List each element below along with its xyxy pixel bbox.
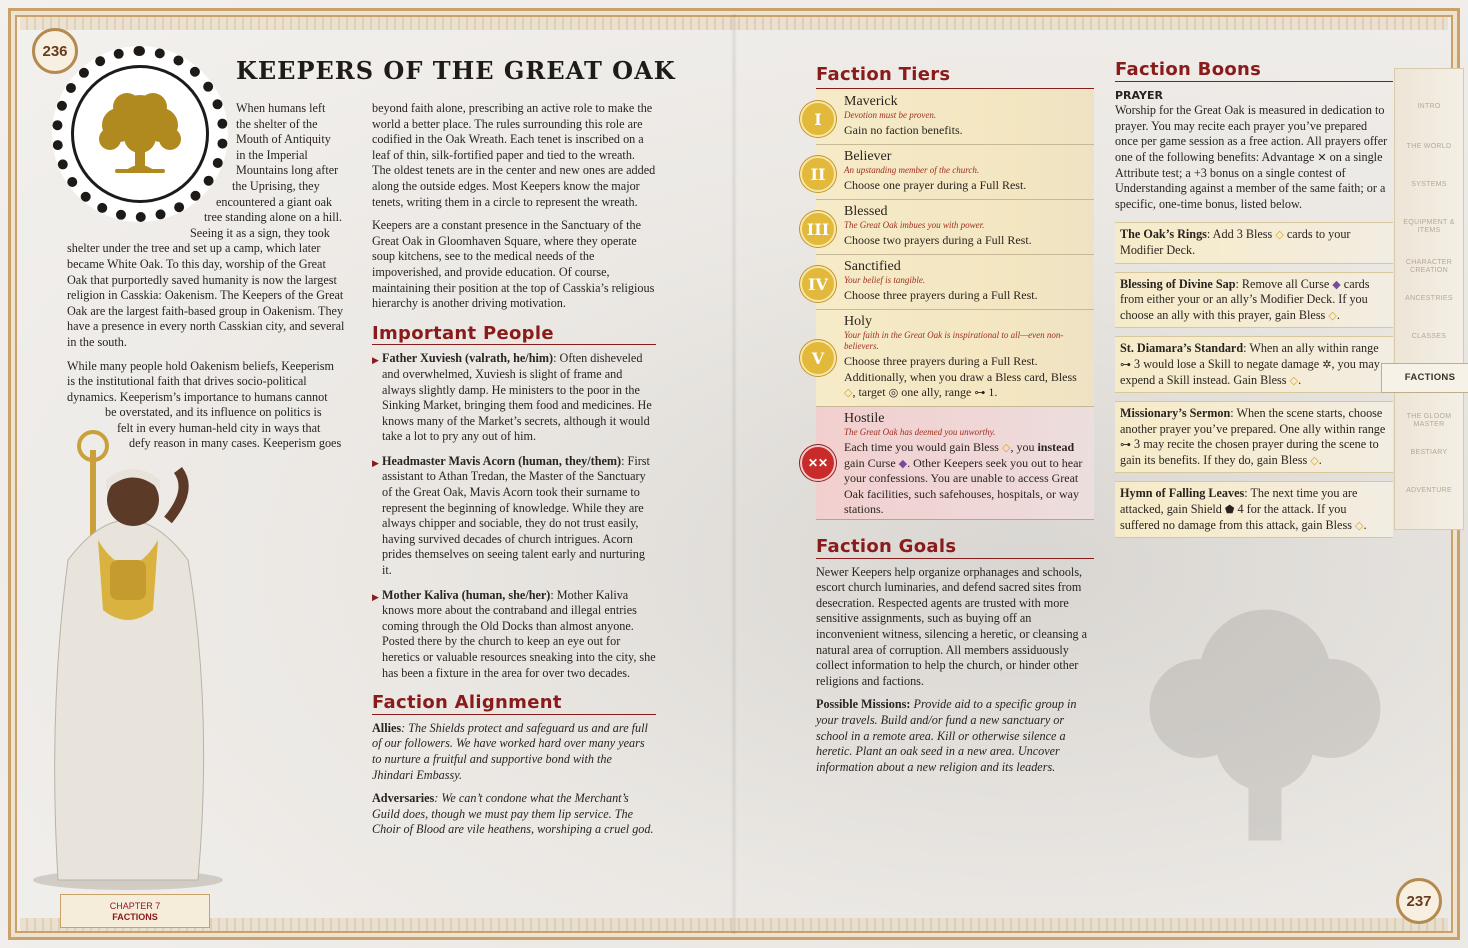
- faction-boons-section: [1115, 59, 1393, 546]
- tier-numeral-badge: IV: [800, 266, 836, 302]
- missions-paragraph: Possible Missions: Provide aid to a specific group in your travels. Build and/or fund a new sanctuary or school in a remote area. Kill or otherwise silence a heretic. Plant an oak seed in a new area. Uncover information about a new religion and its leaders.: [816, 697, 1077, 774]
- tier-numeral-badge: II: [800, 156, 836, 192]
- nav-tab-systems[interactable]: SYSTEMS: [1411, 181, 1447, 188]
- faction-tiers-table: [806, 90, 1094, 520]
- hostile-badge-icon: ✕✕: [800, 445, 836, 481]
- intro-paragraph-1: When humans left the shelter of the Mouth of Antiquity in the Imperial Mountains long after the Uprising, they encountered a giant oak tree standing alone on a hill. Seeing it as a sign, they took shelter under the tree and set up a camp, which later became White Oak. To this day, worship of the Great Oak that purportedly saved humanity is now the largest religion in Casskia: Oakenism. The Keepers of the Great Oak are the largest faith-based group in Oakenism. They have a presence in every north Casskian city, and several in the south.: [67, 101, 345, 349]
- advantage-icon: ✕: [1317, 150, 1327, 164]
- chapter-label: CHAPTER 7 FACTIONS: [60, 894, 210, 928]
- tier-numeral-badge: I: [800, 101, 836, 137]
- boon-entry: The Oak’s Rings: Add 3 Bless ◇ cards to your Modifier Deck.: [1115, 222, 1393, 263]
- tier-row: III Blessed The Great Oak imbues you with power. Choose two prayers during a Full Rest.: [816, 200, 1094, 255]
- book-spine: [731, 14, 737, 934]
- intro-paragraph-2: While many people hold Oakenism beliefs, Keeperism is the institutional faith that drives socio-political dynamics. Keeperism’s importance to humans cannot be overstated, and its influence on politics is felt in every human-held city in ways that defy reason in many cases. Keeperism goes: [67, 358, 342, 451]
- tier-row-hostile: ✕✕ Hostile The Great Oak has deemed you unworthy. Each time you would gain Bless ◇, you instead gain Curse ◆. Other Keepers seek you out to hear your confessions. You are unable to access Great Oak facilities, such safehouses, hospitals, or way stations.: [816, 407, 1094, 520]
- tier-numeral-badge: V: [800, 340, 836, 376]
- bless-icon: ◇: [1001, 441, 1011, 454]
- shield-icon: ⬟: [1224, 503, 1235, 517]
- tier-numeral-badge: III: [800, 211, 836, 247]
- prayer-heading: PRAYER: [1115, 88, 1163, 102]
- bless-icon: ◇: [844, 386, 853, 399]
- faction-boons-heading: Faction Boons: [1115, 62, 1393, 82]
- sanctuary-paragraph: Keepers are a constant presence in the Sanctuary of the Great Oak in Gloomhaven Square, where they operate soup kitchens, see to the medical needs of the impoverished, and provide education. Of course, maintaining their position at the top of Casskia’s religious hierarchy is another driving motivation.: [372, 218, 655, 311]
- faction-goals-section: [816, 536, 1094, 783]
- skill-icon: ✲: [1322, 357, 1332, 371]
- bullet-icon: ▶: [372, 355, 379, 366]
- person-entry: ▶ Headmaster Mavis Acorn (human, they/them): First assistant to Athan Tredan, the Master of the Sanctuary of the Great Oak, Mavis Acorn took their surname to represent the beginning of knowledge. While they are always chipper and sociable, they do not trust easily, having survived decades of church intrigues. Acorn prides themselves on seeing talent early and nurturing it.: [372, 453, 650, 578]
- curse-icon: ◆: [1332, 277, 1341, 291]
- range-icon: ⊶: [1120, 438, 1131, 452]
- boon-entry: Blessing of Divine Sap: Remove all Curse ◆ cards from either your or an ally’s Modifier Deck. If you choose an ally with this prayer, gain Bless ◇.: [1115, 272, 1393, 329]
- bless-icon: ◇: [1310, 453, 1319, 467]
- page-title: KEEPERS OF THE GREAT OAK: [236, 56, 676, 85]
- bless-icon: ◇: [1355, 518, 1364, 532]
- nav-tab-the-world[interactable]: THE WORLD: [1406, 143, 1452, 150]
- adversaries-paragraph: Adversaries: We can’t condone what the Merchant’s Guild does, though we must pay them lip service. The Choir of Blood are vile heathens, worshiping a cruel god.: [372, 791, 654, 837]
- target-icon: ◎: [888, 386, 899, 399]
- nav-tab-ancestries[interactable]: ANCESTRIES: [1405, 295, 1453, 302]
- bless-icon: ◇: [1275, 228, 1284, 242]
- chapter-nav-tabs: [1394, 68, 1464, 530]
- nav-tab-equipment[interactable]: EQUIPMENT & ITEMS: [1403, 219, 1455, 234]
- faction-goals-heading: Faction Goals: [816, 539, 1094, 559]
- tier-row: I Maverick Devotion must be proven. Gain no faction benefits.: [816, 90, 1094, 145]
- tier-row: II Believer An upstanding member of the church. Choose one prayer during a Full Rest.: [816, 145, 1094, 200]
- nav-tab-intro[interactable]: INTRO: [1417, 103, 1441, 110]
- bless-icon: ◇: [1289, 373, 1299, 387]
- important-people-heading: Important People: [372, 326, 656, 346]
- right-page-number: 237: [1396, 878, 1442, 924]
- nav-tab-bestiary[interactable]: BESTIARY: [1410, 449, 1448, 456]
- person-entry: ▶ Father Xuviesh (valrath, he/him): Often disheveled and overwhelmed, Xuviesh is slight of frame and always slightly damp. He ministers to the poor in the Sinking Market, bringing them food and medicines. He knows many of the Market’s secrets, although it would take a lot to pry any out of him.: [372, 351, 652, 444]
- nav-tab-character-creation[interactable]: CHARACTER CREATION: [1405, 259, 1453, 274]
- intro-column: [67, 101, 347, 452]
- goals-paragraph: Newer Keepers help organize orphanages and schools, escort church luminaries, and defend sacred sites from desecration. Respected agents are trusted with more sensitive assignments, such as buying off an inconvenient witness, silencing a heretic, or cleansing a natural area of corruption. All members assiduously collect information to help the church, or hinder other religions and factions.: [816, 564, 1088, 688]
- nav-tab-classes[interactable]: CLASSES: [1411, 333, 1447, 340]
- range-icon: ⊶: [974, 386, 986, 399]
- curse-icon: ◆: [898, 456, 908, 470]
- person-entry: ▶ Mother Kaliva (human, she/her): Mother Kaliva knows more about the contraband and illegal entries coming through the Old Docks than almost anyone. Posted there by the church to keep an eye out for heretics or valuable resources sneaking into the city, she has been a fixture in the area for over two decades.: [372, 587, 656, 680]
- tier-row: V Holy Your faith in the Great Oak is inspirational to all—even non-believers. Choose three prayers during a Full Rest. Additionally, when you draw a Bless card, Bless ◇, target ◎ one ally, range ⊶ 1.: [816, 310, 1094, 407]
- bullet-icon: ▶: [372, 457, 379, 468]
- oak-tree-watermark-icon: [1100, 560, 1430, 890]
- wreath-paragraph: beyond faith alone, prescribing an active role to make the world a better place. The rules surrounding this role are codified in the Oak Wreath. Each tenet is inscribed on a leaf of thin, silk-fortified paper and tied to the wreath. The oldest tenets are in the center and new ones are added along the outside edges. Most Keepers know the major tenets, writing them in a circle to represent the wreath.: [372, 101, 656, 209]
- faction-alignment-heading: Faction Alignment: [372, 695, 656, 715]
- range-icon: ⊶: [1120, 357, 1131, 371]
- prayer-paragraph: Worship for the Great Oak is measured in dedication to prayer. You may recite each prayer you’ve prepared once per game session as a free action. All prayers offer one of the following benefits: Advantage ✕ on a single Attribute test; a +3 bonus on a single contest of Understanding against a member of the same faith; or a specific, one-time bonus, listed below.: [1115, 103, 1388, 211]
- nav-tab-factions[interactable]: FACTIONS: [1381, 363, 1468, 393]
- allies-paragraph: Allies: The Shields protect and safeguard us and are full of our followers. We have worked hard over many years to nurture a fruitful and supportive bond with the Jhindari Embassy.: [372, 720, 648, 782]
- bless-icon: ◇: [1328, 308, 1337, 322]
- nav-tab-adventure[interactable]: ADVENTURE: [1406, 487, 1452, 494]
- boon-entry: Hymn of Falling Leaves: The next time you are attacked, gain Shield ⬟ 4 for the attack. If you suffered no damage from this attack, gain Bless ◇.: [1115, 481, 1393, 538]
- nav-tab-gloom-master[interactable]: THE GLOOM MASTER: [1406, 413, 1452, 428]
- left-page-number: 236: [32, 28, 78, 74]
- bullet-icon: ▶: [372, 591, 379, 602]
- boon-entry: Missionary’s Sermon: When the scene starts, choose another prayer you’ve prepared. One ally within range ⊶ 3 may recite the chosen prayer during the scene to gain its benefits. If they do, gain Bless ◇.: [1115, 401, 1393, 473]
- priest-illustration: [28, 410, 228, 890]
- tier-row: IV Sanctified Your belief is tangible. Choose three prayers during a Full Rest.: [816, 255, 1094, 310]
- main-column: [372, 101, 656, 846]
- boon-entry: St. Diamara’s Standard: When an ally within range ⊶ 3 would lose a Skill to negate damage ✲, you may expend a Skill instead. Gain Bless ◇.: [1115, 336, 1393, 393]
- faction-tiers-heading: Faction Tiers: [816, 64, 1094, 89]
